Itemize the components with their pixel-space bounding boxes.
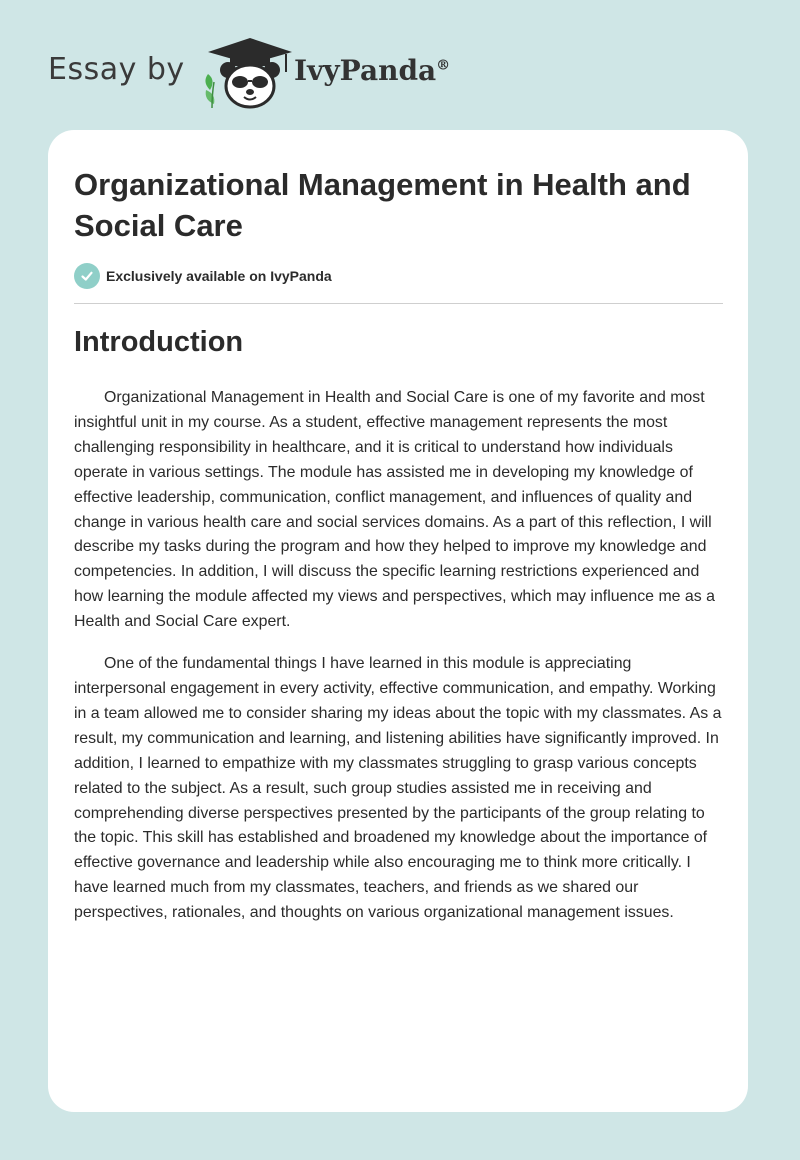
exclusive-badge: [74, 263, 332, 289]
checkmark-icon: [74, 263, 100, 289]
essay-title: Organizational Management in Health and Social Care: [74, 167, 691, 243]
paragraph: Organizational Management in Health and Social Care is one of my favorite and most insightful unit in my course. As a student, effective management represents the most challenging responsibility in healthcare, and it is critical to understand how individuals operate in various settings. The module has assisted me in developing my knowledge of effective leadership, communication, conflict management, and influences of quality and change in various health care and social services domains. As a part of this reflection, I will describe my tasks during the program and how they helped to improve my knowledge and competencies. In addition, I will discuss the specific learning restrictions experienced and how learning the module affected my views and perspectives, which may influence me as a Health and Social Care expert.: [74, 389, 715, 631]
section-heading: Introduction: [74, 326, 244, 358]
brand-name[interactable]: IvyPanda®: [294, 54, 451, 87]
panda-graduate-logo-icon[interactable]: [200, 36, 300, 110]
site-header: [48, 30, 648, 110]
divider: [74, 303, 723, 304]
essay-body: [74, 386, 725, 943]
essay-card: [48, 130, 748, 1112]
exclusive-badge-text: Exclusively available on IvyPanda: [106, 268, 332, 284]
essay-by-label: Essay by: [48, 52, 185, 87]
registered-mark: ®: [436, 57, 451, 74]
paragraph: One of the fundamental things I have learned in this module is appreciating interpersonal engagement in every activity, effective communication, and empathy. Working in a team allowed me to consider sharing my ideas about the topic with my classmates. As a result, my communication and learning, and listening abilities have significantly improved. In addition, I learned to empathize with my classmates struggling to grasp various concepts related to the subject. As a result, such group studies assisted me in receiving and comprehending diverse perspectives presented by the participants of the group relating to the topic. This skill has established and broadened my knowledge about the importance of effective governance and leadership while also encouraging me to think more critically. I have learned much from my classmates, teachers, and friends as we shared our perspectives, rationales, and thoughts on various organizational management issues.: [74, 655, 722, 922]
